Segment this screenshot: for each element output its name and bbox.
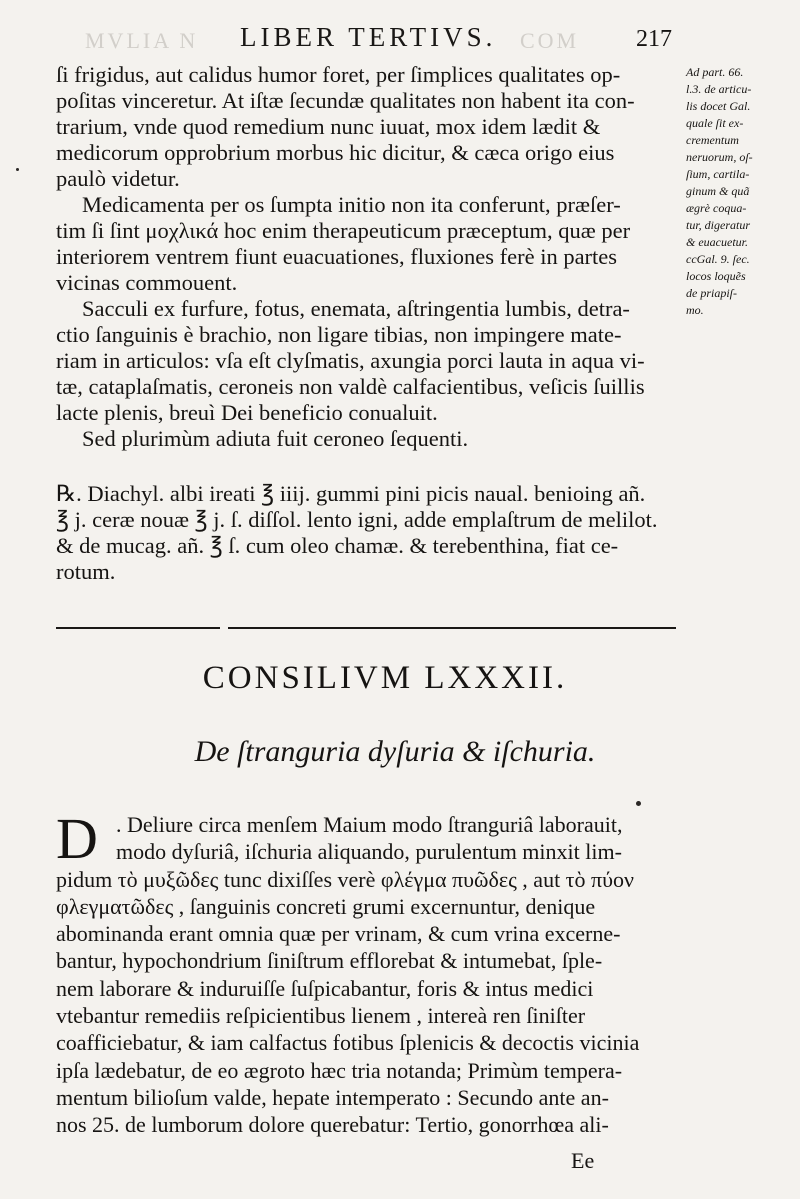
text-line: mentum bilioſum valde, hepate intemperato : Secundo ante an- — [56, 1084, 609, 1110]
text-line: Sed plurimùm adiuta fuit ceroneo ſequenti. — [82, 426, 469, 451]
text-line: nem laborare & induruiſſe ſuſpicabantur, foris & intus medici — [56, 975, 594, 1001]
margin-line: ccGal. 9. ſec. — [686, 252, 750, 266]
text-line: Medicamenta per os ſumpta initio non ita conferunt, præſer- — [82, 192, 621, 217]
rule-gap — [220, 624, 228, 632]
margin-line: l.3. de articu- — [686, 82, 752, 96]
consilium-heading: CONSILIVM LXXXII. — [202, 660, 568, 696]
text-line: pidum τὸ μυξῶδες tunc dixiſſes verè φλέγμα πυῶδες , aut τὸ πύον — [56, 866, 634, 892]
ink-speck — [16, 168, 19, 171]
text-line: φλεγματῶδες , ſanguinis concreti grumi excernuntur, denique — [56, 893, 596, 919]
recipe-block — [56, 481, 676, 585]
margin-line: de priapiſ- — [686, 286, 737, 300]
margin-line: ginum & quã — [686, 184, 750, 198]
ink-speck — [636, 801, 641, 806]
text-line: vicinas commouent. — [56, 270, 238, 295]
text-line: lacte plenis, breuì Dei beneficio conualuit. — [56, 400, 438, 425]
text-line: bantur, hypochondrium ſiniſtrum efflorebat & intumebat, ſple- — [56, 948, 603, 974]
section-divider-rule — [56, 627, 676, 629]
consilium-body — [56, 806, 686, 1139]
text-line: interiorem ventrem fiunt euacuationes, fluxiones ferè in partes — [56, 244, 618, 269]
running-title: LIBER TERTIVS. — [240, 22, 497, 52]
text-line: coafficiebatur, & iam calfactus fotibus ſplenicis & decoctis vicinia — [56, 1030, 640, 1056]
recipe-line: & de mucag. añ. ℥ ſ. cum oleo chamæ. & terebenthina, fiat ce- — [56, 533, 619, 558]
text-line: Sacculi ex furfure, fotus, enemata, aſtringentia lumbis, detra- — [82, 296, 630, 321]
text-line: ſi frigidus, aut calidus humor foret, per ſimplices qualitates op- — [56, 62, 621, 87]
margin-line: mo. — [686, 303, 704, 317]
margin-line: tur, digeratur — [686, 218, 751, 232]
text-line: tæ, cataplaſmatis, ceroneis non valdè calfacientibus, veſicis ſuillis — [56, 374, 645, 399]
text-line: ctio ſanguinis è brachio, non ligare tibias, non impingere mate- — [56, 322, 622, 347]
margin-line: Ad part. 66. — [686, 65, 744, 79]
text-line: tim ſi ſint μοχλικά hoc enim therapeuticum præceptum, quæ per — [56, 218, 631, 243]
catchword: Ee — [571, 1148, 595, 1173]
margin-line: & euacuetur. — [686, 235, 748, 249]
margin-line: crementum — [686, 133, 739, 147]
text-line: modo dyſuriâ, iſchuria aliquando, purulentum minxit lim- — [116, 839, 622, 865]
margin-line: quale ſit ex- — [686, 116, 744, 130]
text-line: vtebantur remediis reſpicientibus lienem , intereà ren ſiniſter — [56, 1003, 586, 1029]
consilium-subtitle: De ſtranguria dyſuria & iſchuria. — [194, 735, 596, 768]
text-line: ipſa lædebatur, de eo ægroto hæc tria notanda; Primùm tempera- — [56, 1057, 623, 1083]
marginal-note — [686, 64, 796, 319]
recipe-line: ℥ j. ceræ nouæ ℥ j. ſ. diſſol. lento igni, adde emplaſtrum de melilot. — [56, 507, 658, 532]
margin-line: neruorum, oſ- — [686, 150, 753, 164]
margin-line: locos loquẽs — [686, 269, 746, 283]
text-line: medicorum opprobrium morbus hic dicitur, & cæca origo eius — [56, 140, 615, 165]
text-line: . Deliure circa menſem Maium modo ſtranguriâ laborauit, — [116, 812, 623, 837]
text-line: riam in articulos: vſa eſt clyſmatis, axungia porci lauta in aqua vi- — [56, 348, 645, 373]
margin-line: ægrè coqua- — [686, 201, 747, 215]
running-head — [0, 22, 800, 56]
drop-cap: D — [56, 806, 98, 871]
text-line: nos 25. de lumborum dolore querebatur: Tertio, gonorrhœa ali- — [56, 1112, 609, 1138]
text-line: poſitas vinceretur. At iſtæ ſecundæ qualitates non habent ita con- — [56, 88, 635, 113]
page-number: 217 — [636, 26, 672, 52]
bleed-through-text-left: MVLIA N — [85, 28, 199, 53]
text-line: trarium, vnde quod remedium nunc iuuat, mox idem lædit & — [56, 114, 601, 139]
recipe-line: ℞. Diachyl. albi ireati ℥ iiij. gummi pini picis naual. benioing añ. — [56, 481, 646, 506]
top-paragraphs — [56, 62, 668, 452]
text-line: paulò videtur. — [56, 166, 180, 191]
recipe-line: rotum. — [56, 559, 116, 584]
bleed-through-text-right: COM — [520, 28, 580, 53]
margin-line: ſium, cartila- — [686, 167, 750, 181]
margin-line: lis docet Gal. — [686, 99, 751, 113]
text-line: abominanda erant omnia quæ per vrinam, & cum vrina excerne- — [56, 921, 621, 947]
